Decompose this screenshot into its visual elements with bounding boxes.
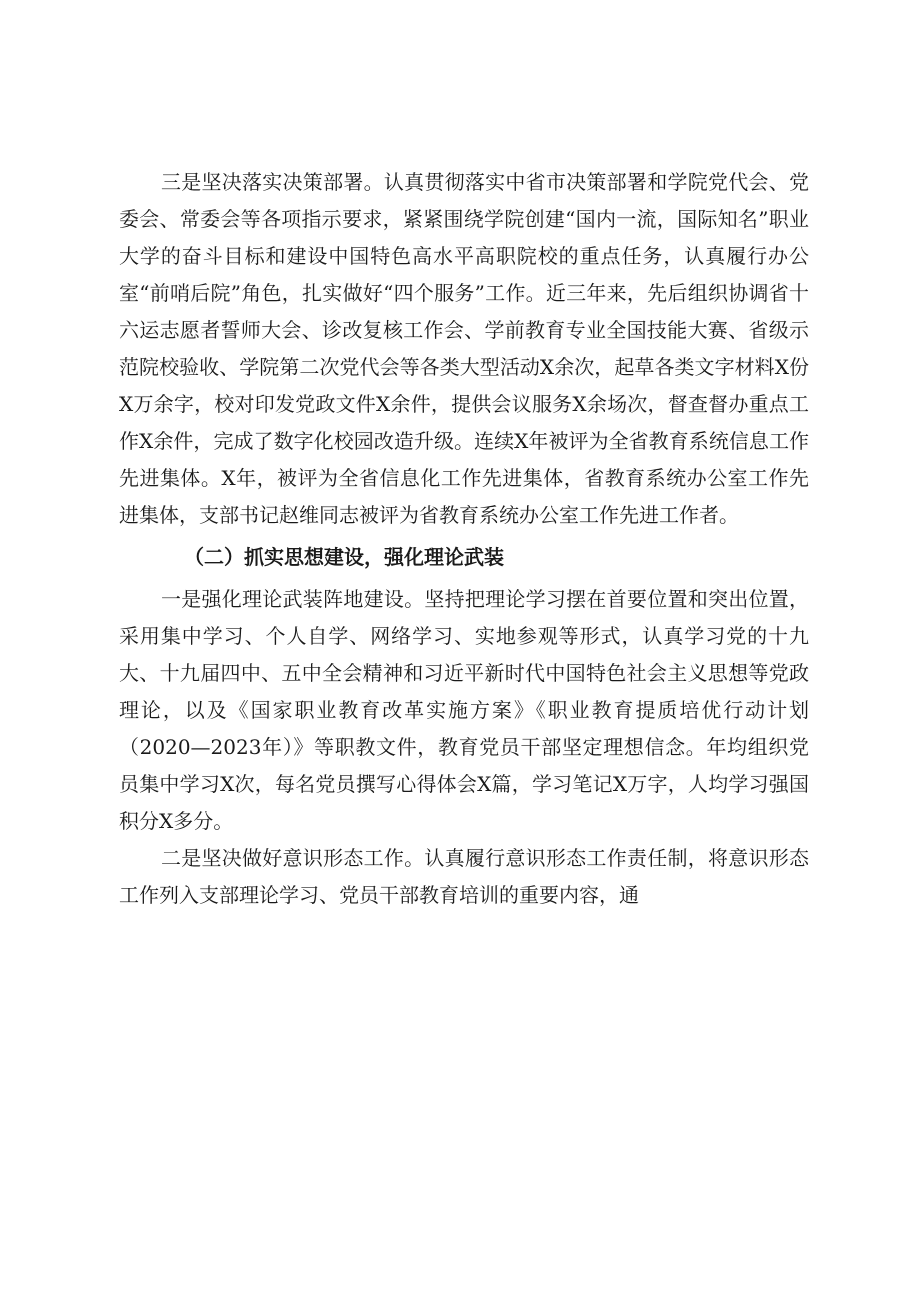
document-body: [119, 164, 809, 914]
section-heading-ideological-construction: （二）抓实思想建设，强化理论武装: [184, 545, 504, 569]
paragraph-decision-implementation: 三是坚决落实决策部署。认真贯彻落实中省市决策部署和学院党代会、党委会、常委会等各项指示要求，紧紧围绕学院创建“国内一流，国际知名”职业大学的奋斗目标和建设中国特色高水平高职院校的重点任务，认真履行办公室“前哨后院”角色，扎实做好“四个服务”工作。近三年来，先后组织协调省十六运志愿者誓师大会、诊改复核工作会、学前教育专业全国技能大赛、省级示范院校验收、学院第二次党代会等各类大型活动X余次，起草各类文字材料X份X万余字，校对印发党政文件X余件，提供会议服务X余场次，督查督办重点工作X余件，完成了数字化校园改造升级。连续X年被评为全省教育系统信息工作先进集体。X年，被评为全省信息化工作先进集体，省教育系统办公室工作先进集体，支部书记赵维同志被评为省教育系统办公室工作先进工作者。: [119, 170, 809, 527]
paragraph-ideology-work: 二是坚决做好意识形态工作。认真履行意识形态工作责任制，将意识形态工作列入支部理论学习、党员干部教育培训的重要内容，通: [119, 846, 809, 907]
paragraph-theory-study: 一是强化理论武装阵地建设。坚持把理论学习摆在首要位置和突出位置，采用集中学习、个人自学、网络学习、实地参观等形式，认真学习党的十九大、十九届四中、五中全会精神和习近平新时代中国特色社会主义思想等党政理论，以及《国家职业教育改革实施方案》《职业教育提质培优行动计划（2020—2023年）》等职教文件，教育党员干部坚定理想信念。年均组织党员集中学习X次，每名党员撰写心得体会X篇，学习笔记X万字，人均学习强国积分X多分。: [119, 587, 809, 833]
